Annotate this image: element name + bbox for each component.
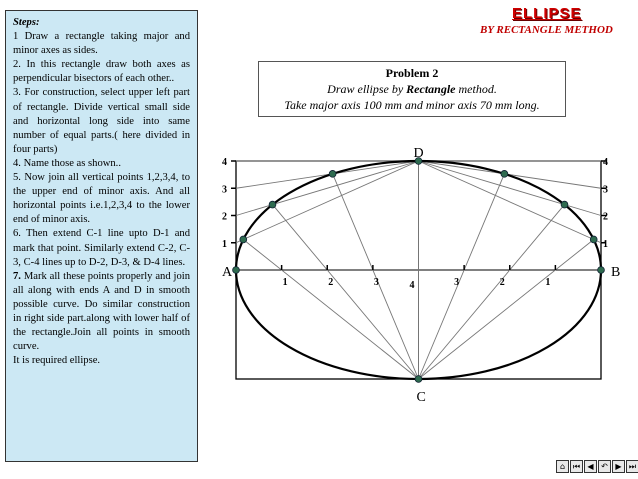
home-button[interactable]: ⌂: [556, 460, 569, 473]
line-c-left-1: [243, 239, 418, 379]
line-d-left-1: [236, 161, 419, 243]
line-c-right-1: [419, 239, 594, 379]
step-3-text: 3. For construction, select upper left part of rectangle. Divide vertical small side and horizontal long side into same number of equal parts.( here divided in four parts): [13, 87, 190, 155]
label-vertical-right-4: 4: [603, 157, 608, 168]
line-c-right-2: [419, 205, 565, 379]
step-8-text: It is required ellipse.: [13, 355, 101, 367]
label-vertical-right-3: 3: [603, 184, 608, 196]
label-vertical-right-1: 1: [603, 238, 608, 250]
first-button[interactable]: ⏮: [570, 460, 583, 473]
last-button[interactable]: ⏭: [626, 460, 638, 473]
problem-line-1-post: method.: [455, 82, 497, 96]
ellipse-point-right-1: [590, 236, 597, 243]
slide-navigation: [556, 460, 638, 474]
ellipse-point-right-2: [561, 201, 568, 208]
ellipse-point-left-1: [240, 236, 247, 243]
step-7-text: Mark all these points properly and join all along with ends A and D in smooth possible curve. Do similar construction in right side part.along with lower half of the rectangle.Join all points in smooth curve.: [13, 270, 190, 353]
label-b: B: [611, 265, 621, 280]
line-d-right-2: [419, 161, 602, 216]
label-horizontal-left-1: 1: [282, 277, 288, 288]
step-1-text: 1 Draw a rectangle taking major and minor axes as sides.: [13, 31, 190, 57]
page-title: ELLIPSE: [512, 5, 582, 22]
line-d-right-1: [419, 161, 602, 243]
line-c-left-2: [273, 205, 419, 379]
step-6-text: 6. Then extend C-1 line upto D-1 and mark that point. Similarly extend C-2, C-3, C-4 lines up to D-2, D-3, & D-4 lines.: [13, 228, 190, 268]
problem-method: Rectangle: [406, 82, 456, 96]
label-vertical-left-1: 1: [222, 238, 227, 250]
label-c: C: [416, 390, 426, 405]
prev-button[interactable]: ◀: [584, 460, 597, 473]
problem-heading: Problem 2: [385, 66, 439, 80]
step-5-text: 5. Now join all vertical points 1,2,3,4, to the upper end of minor axis. And all horizontal points i.e.1,2,3,4 to the lower end of minor axis.: [13, 172, 190, 226]
point-b: [598, 267, 605, 274]
problem-line-1-pre: Draw ellipse by: [327, 82, 407, 96]
point-c: [415, 376, 422, 383]
label-vertical-left-2: 2: [222, 211, 227, 223]
ellipse-point-left-3: [329, 170, 336, 177]
label-horizontal-right-2: 2: [499, 277, 505, 288]
label-horizontal-left-2: 2: [328, 277, 334, 288]
ellipse-point-left-2: [269, 201, 276, 208]
return-button[interactable]: ↶: [598, 460, 611, 473]
label-vertical-right-2: 2: [603, 211, 608, 223]
label-a: A: [222, 265, 233, 280]
label-horizontal-right-1: 1: [545, 277, 551, 288]
ellipse-point-right-3: [501, 170, 508, 177]
line-d-left-2: [236, 161, 419, 216]
step-2-text: 2. In this rectangle draw both axes as perpendicular bisectors of each other..: [13, 59, 190, 85]
problem-line-2: Take major axis 100 mm and minor axis 70 mm long.: [284, 98, 540, 112]
line-c-right-3: [419, 174, 505, 379]
label-d: D: [413, 146, 424, 161]
label-vertical-left-3: 3: [222, 184, 227, 196]
label-horizontal-left-3: 3: [373, 277, 379, 288]
point-a: [233, 267, 240, 274]
next-button[interactable]: ▶: [612, 460, 625, 473]
label-horizontal-center-4: 4: [409, 280, 415, 291]
label-vertical-left-4: 4: [222, 157, 227, 168]
step-7-number: 7.: [13, 270, 21, 282]
page-subtitle: BY RECTANGLE METHOD: [480, 24, 613, 36]
labels-group: [222, 146, 620, 405]
step-4-text: 4. Name those as shown..: [13, 157, 121, 169]
steps-title: Steps:: [13, 17, 40, 28]
label-horizontal-right-3: 3: [454, 277, 460, 288]
